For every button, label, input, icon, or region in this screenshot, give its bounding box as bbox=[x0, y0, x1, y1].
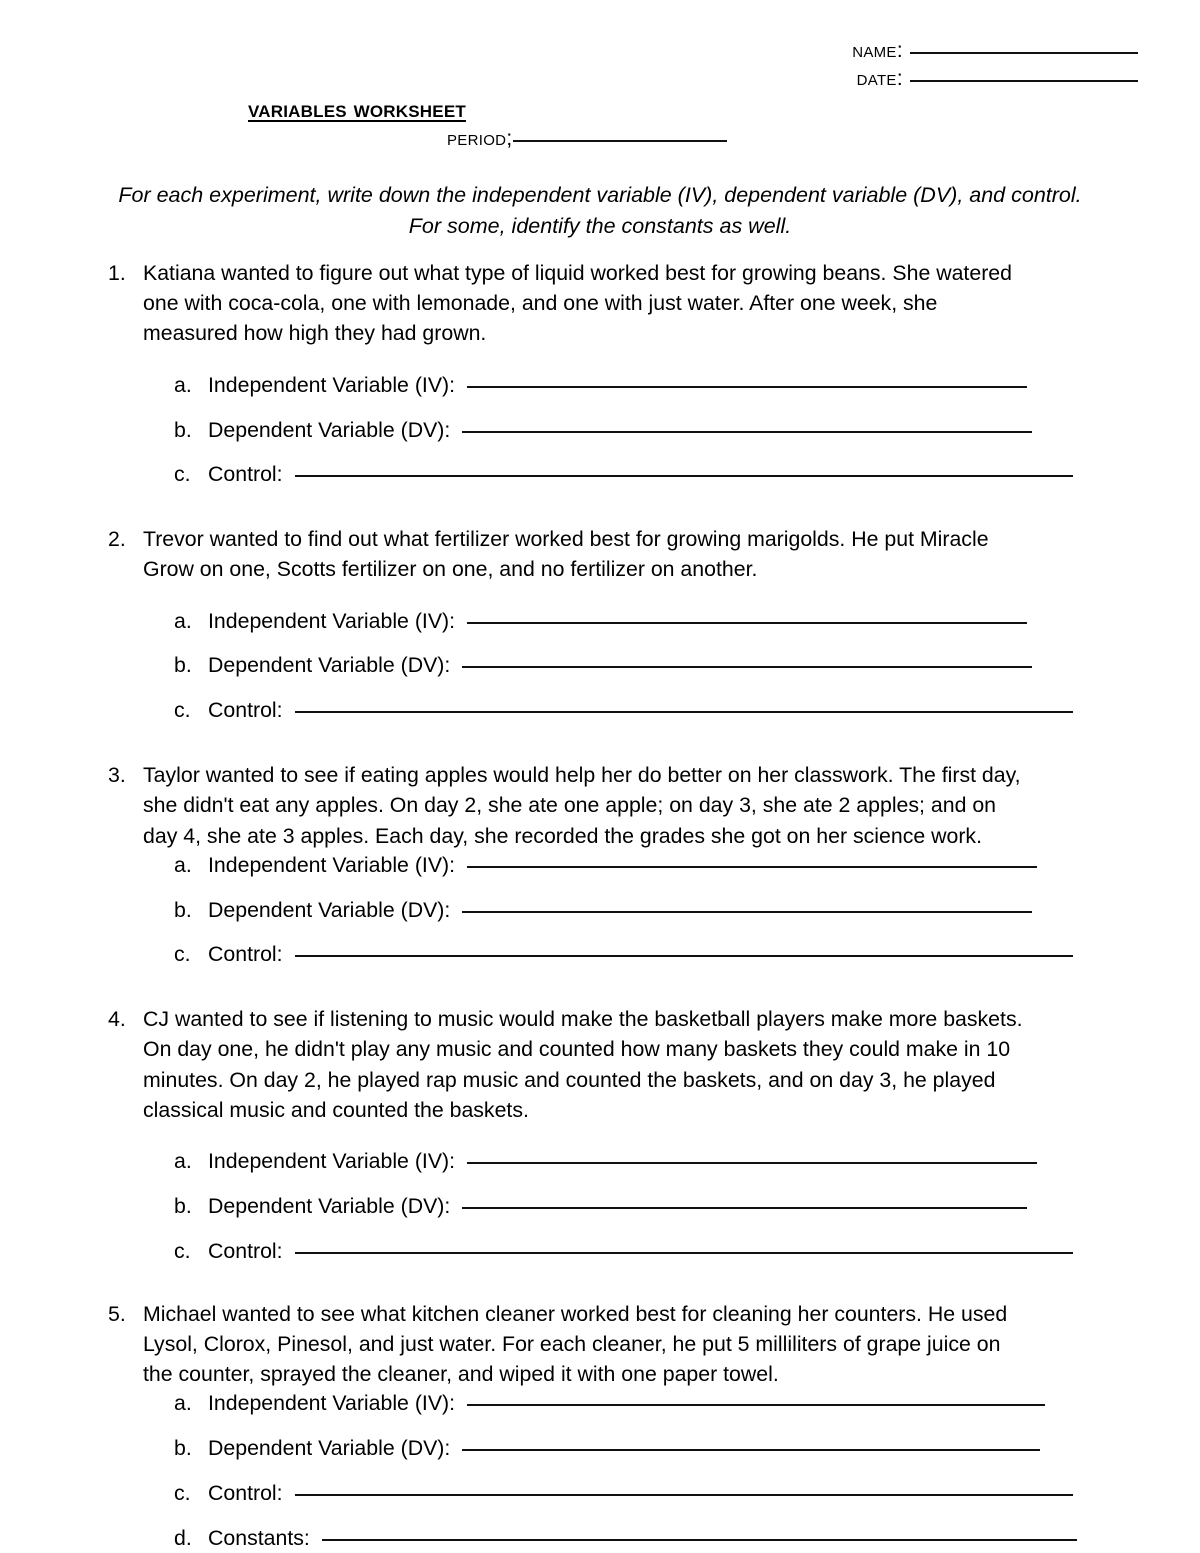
subitem-label: Independent Variable (IV): bbox=[208, 372, 456, 397]
instructions-line-1: For each experiment, write down the independent variable (IV), dependent variable (DV), and control. bbox=[118, 183, 1082, 207]
subitem-label: Independent Variable (IV): bbox=[208, 852, 456, 877]
question-number: 3. bbox=[108, 763, 126, 788]
subitem-independent-variable bbox=[0, 371, 1200, 401]
question-line: she didn't eat any apples. On day 2, she ate one apple; on day 3, she ate 2 apples; and on bbox=[143, 793, 997, 818]
subitem-independent-variable bbox=[0, 1389, 1200, 1419]
question-body bbox=[0, 1004, 1200, 1125]
subitem-label: Dependent Variable (DV): bbox=[208, 417, 451, 442]
answer-line-dv[interactable] bbox=[462, 666, 1032, 668]
question-number: 2. bbox=[108, 527, 126, 552]
subitem-letter: c. bbox=[174, 462, 191, 487]
subitem-label: Control: bbox=[208, 1480, 283, 1505]
student-info-fields bbox=[852, 36, 1138, 93]
question-item bbox=[0, 1299, 1200, 1553]
subitem-dependent-variable bbox=[0, 651, 1200, 681]
subitem-label: Dependent Variable (DV): bbox=[208, 653, 451, 678]
answer-line-dv[interactable] bbox=[462, 911, 1032, 913]
answer-line-iv[interactable] bbox=[467, 386, 1027, 388]
subitem-letter: a. bbox=[174, 372, 192, 397]
instructions-line-2: For some, identify the constants as well. bbox=[408, 213, 792, 238]
answer-line-iv[interactable] bbox=[467, 622, 1027, 624]
answer-line-dv[interactable] bbox=[462, 1207, 1027, 1209]
subitem-dependent-variable bbox=[0, 416, 1200, 446]
subitem-letter: c. bbox=[174, 1480, 191, 1505]
subitem-letter: c. bbox=[174, 698, 191, 723]
question-line: measured how high they had grown. bbox=[143, 321, 487, 346]
subitem-control bbox=[0, 1237, 1200, 1267]
subitem-letter: b. bbox=[174, 897, 192, 922]
question-text bbox=[143, 258, 1132, 349]
subitem-independent-variable bbox=[0, 851, 1200, 881]
subitem-control bbox=[0, 696, 1200, 726]
question-text bbox=[143, 1299, 1132, 1390]
subitem-letter: a. bbox=[174, 852, 192, 877]
subitem-label: Control: bbox=[208, 1238, 283, 1263]
question-line: CJ wanted to see if listening to music would make the basketball players make more baskets. bbox=[143, 1007, 1023, 1032]
question-line: Katiana wanted to figure out what type of liquid worked best for growing beans. She watered bbox=[143, 261, 1012, 285]
subitem-letter: b. bbox=[174, 417, 192, 442]
question-item bbox=[0, 1004, 1200, 1266]
name-answer-line[interactable] bbox=[910, 52, 1138, 54]
question-line: one with coca-cola, one with lemonade, and one with just water. After one week, she bbox=[143, 291, 938, 316]
period-field-row bbox=[447, 126, 727, 151]
subitem-label: Independent Variable (IV): bbox=[208, 1149, 456, 1174]
answer-line-iv[interactable] bbox=[467, 866, 1037, 868]
question-item bbox=[0, 524, 1200, 726]
answer-line-iv[interactable] bbox=[467, 1404, 1045, 1406]
answer-line-control[interactable] bbox=[295, 955, 1073, 957]
subitem-label: Control: bbox=[208, 942, 283, 967]
question-line: the counter, sprayed the cleaner, and wiped it with one paper towel. bbox=[143, 1362, 779, 1387]
page-title: variables worksheet bbox=[248, 96, 466, 123]
subitem-letter: b. bbox=[174, 1193, 192, 1218]
question-number: 4. bbox=[108, 1007, 126, 1032]
subitem-label: Constants: bbox=[208, 1525, 310, 1550]
question-body bbox=[0, 258, 1200, 349]
subitem-independent-variable bbox=[0, 1147, 1200, 1177]
question-subitems bbox=[0, 371, 1200, 490]
date-answer-line[interactable] bbox=[910, 80, 1138, 82]
subitem-control bbox=[0, 940, 1200, 970]
subitem-letter: c. bbox=[174, 1238, 191, 1263]
question-text bbox=[143, 524, 1132, 584]
question-text bbox=[143, 760, 1132, 851]
date-field-row bbox=[852, 64, 1138, 92]
subitem-dependent-variable bbox=[0, 896, 1200, 926]
question-line: Grow on one, Scotts fertilizer on one, and no fertilizer on another. bbox=[143, 557, 758, 582]
subitem-control bbox=[0, 460, 1200, 490]
subitem-letter: b. bbox=[174, 1436, 192, 1461]
subitem-constants bbox=[0, 1524, 1200, 1553]
answer-line-control[interactable] bbox=[295, 1252, 1073, 1254]
answer-line-control[interactable] bbox=[295, 475, 1073, 477]
question-number: 1. bbox=[108, 261, 126, 285]
question-body bbox=[0, 760, 1200, 851]
subitem-letter: b. bbox=[174, 653, 192, 678]
name-field-row bbox=[852, 36, 1138, 64]
question-line: minutes. On day 2, he played rap music and counted the baskets, and on day 3, he played bbox=[143, 1067, 996, 1092]
subitem-dependent-variable bbox=[0, 1192, 1200, 1222]
subitem-letter: a. bbox=[174, 1149, 192, 1174]
date-label: date: bbox=[856, 66, 903, 91]
subitem-label: Dependent Variable (DV): bbox=[208, 897, 451, 922]
period-label: period; bbox=[447, 126, 513, 150]
subitem-letter: a. bbox=[174, 608, 192, 633]
question-line: Trevor wanted to find out what fertilizer worked best for growing marigolds. He put Miracle bbox=[143, 527, 989, 552]
subitem-label: Independent Variable (IV): bbox=[208, 608, 456, 633]
answer-line-dv[interactable] bbox=[462, 1449, 1040, 1451]
subitem-label: Dependent Variable (DV): bbox=[208, 1436, 451, 1461]
period-answer-line[interactable] bbox=[513, 140, 727, 142]
questions-list bbox=[0, 258, 1200, 1553]
subitem-dependent-variable bbox=[0, 1434, 1200, 1464]
subitem-letter: c. bbox=[174, 942, 191, 967]
subitem-independent-variable bbox=[0, 607, 1200, 637]
subitem-control bbox=[0, 1479, 1200, 1509]
question-line: day 4, she ate 3 apples. Each day, she recorded the grades she got on her science work. bbox=[143, 823, 982, 848]
question-line: Taylor wanted to see if eating apples would help her do better on her classwork. The first day, bbox=[143, 763, 1021, 788]
subitem-label: Control: bbox=[208, 462, 283, 487]
question-number: 5. bbox=[108, 1301, 126, 1326]
question-subitems bbox=[0, 1147, 1200, 1266]
question-subitems bbox=[0, 1389, 1200, 1553]
answer-line-iv[interactable] bbox=[467, 1162, 1037, 1164]
question-body bbox=[0, 1299, 1200, 1390]
question-line: Lysol, Clorox, Pinesol, and just water. For each cleaner, he put 5 milliliters of grape juice on bbox=[143, 1331, 1001, 1356]
question-body bbox=[0, 524, 1200, 584]
question-text bbox=[143, 1004, 1132, 1125]
question-line: On day one, he didn't play any music and counted how many baskets they could make in 10 bbox=[143, 1037, 1011, 1062]
question-item bbox=[0, 258, 1200, 490]
question-line: Michael wanted to see what kitchen cleaner worked best for cleaning her counters. He used bbox=[143, 1301, 1008, 1326]
answer-line-constants[interactable] bbox=[322, 1539, 1077, 1541]
question-subitems bbox=[0, 607, 1200, 726]
instructions bbox=[70, 180, 1130, 241]
subitem-label: Dependent Variable (DV): bbox=[208, 1193, 451, 1218]
name-label: name: bbox=[852, 38, 903, 62]
subitem-label: Independent Variable (IV): bbox=[208, 1391, 456, 1416]
subitem-letter: d. bbox=[174, 1525, 192, 1550]
question-line: classical music and counted the baskets. bbox=[143, 1097, 529, 1122]
subitem-label: Control: bbox=[208, 698, 283, 723]
question-subitems bbox=[0, 851, 1200, 970]
question-item bbox=[0, 760, 1200, 970]
answer-line-dv[interactable] bbox=[462, 431, 1032, 433]
answer-line-control[interactable] bbox=[295, 711, 1073, 713]
subitem-letter: a. bbox=[174, 1391, 192, 1416]
answer-line-control[interactable] bbox=[295, 1494, 1073, 1496]
